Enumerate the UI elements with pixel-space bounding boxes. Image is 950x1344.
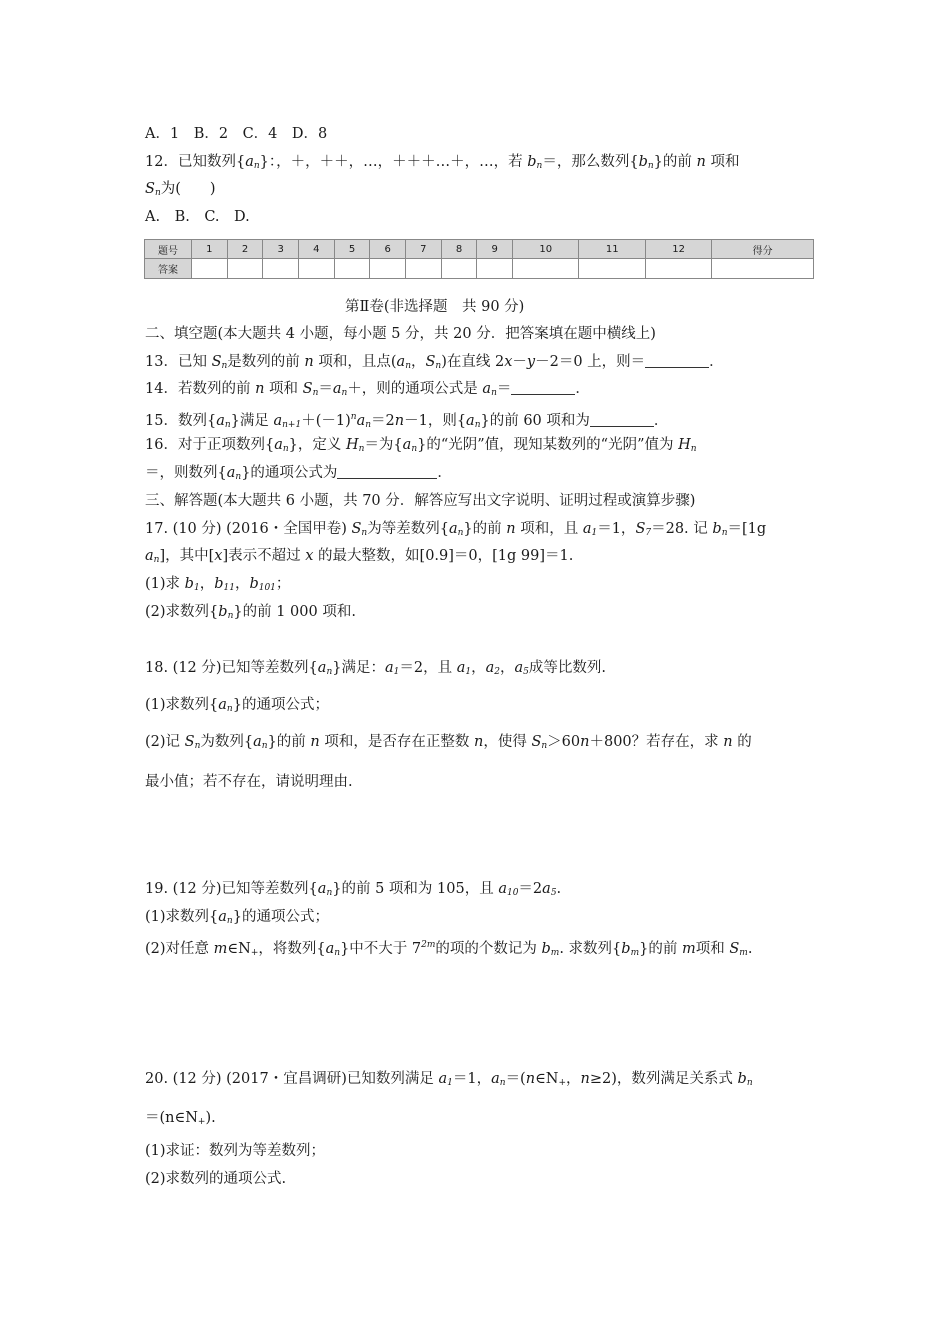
answer-table-header bbox=[145, 240, 814, 259]
score-cell[interactable] bbox=[712, 259, 814, 279]
q18-part1: (1)求数列$\{a_n\}$的通项公式； bbox=[145, 697, 329, 714]
q16-line1: 16．对于正项数列$\{a_n\}$，定义 $H_n=$为$\{a_n\}$的“光阴”值，现知某数列的“光阴”值为 $H_n$ bbox=[145, 437, 697, 454]
answer-cell[interactable] bbox=[579, 259, 645, 279]
q14: 14．若数列的前 n 项和 $S_n=a_n+$，则的通项公式是 $a_n=$ ． bbox=[145, 381, 590, 398]
question-number: 6 bbox=[370, 240, 406, 259]
answer-table-row bbox=[145, 259, 814, 279]
q12-options: A. B. C. D. bbox=[145, 209, 250, 225]
q19-line1: 19. (12 分)已知等差数列$\{a_n\}$的前 5 项和为 105，且 $a_{10}=2a_5$. bbox=[145, 881, 562, 898]
answer-cell[interactable] bbox=[192, 259, 228, 279]
answer-cell[interactable] bbox=[513, 259, 579, 279]
q13: 13．已知 $S_n$是数列的前 n 项和，且点($a_n$，$S_n$)在直线 2x－y－2＝0 上，则＝ ． bbox=[145, 354, 724, 371]
q12-line1: 12．已知数列$\{a_n\}$：，＋，＋＋，…，＋＋＋…＋，…，若 $b_n=$，那么数列$\{b_n\}$的前 n 项和 bbox=[145, 154, 740, 171]
q20-part1: (1)求证：数列为等差数列； bbox=[145, 1143, 326, 1159]
answer-cell[interactable] bbox=[370, 259, 406, 279]
answer-cell[interactable] bbox=[227, 259, 263, 279]
score-label: 得分 bbox=[712, 240, 814, 259]
q12-line2: $S_n$为( ) bbox=[145, 181, 216, 198]
q20-line1: 20. (12 分) (2017・宜昌调研)已知数列满足 $a_1=1$，$a_n=(n\in N_+$，n≥2)，数列满足关系式 $b_n$ bbox=[145, 1071, 753, 1088]
fill-blank[interactable] bbox=[511, 380, 575, 395]
part2-title: 第Ⅱ卷(非选择题 共 90 分) bbox=[345, 299, 525, 315]
q16-line2: ＝，则数列$\{a_n\}$的通项公式为 ． bbox=[145, 465, 452, 482]
q18-part2: (2)记 $S_n$为数列$\{a_n\}$的前 n 项和，是否存在正整数 n，使得 $S_n>60n+800$？若存在，求 n 的 bbox=[145, 734, 752, 751]
question-number: 1 bbox=[192, 240, 228, 259]
question-number: 4 bbox=[299, 240, 335, 259]
question-number: 3 bbox=[263, 240, 299, 259]
question-number: 2 bbox=[227, 240, 263, 259]
q19-part2: (2)对任意 $m\in N_+$，将数列$\{a_n\}$中不大于 $7^{2m}$的项的个数记为 $b_m$. 求数列$\{b_m\}$的前 m项和 $S_m$. bbox=[145, 940, 753, 958]
header-label: 题号 bbox=[145, 240, 192, 259]
answer-cell[interactable] bbox=[299, 259, 335, 279]
q17-line2: $a_n$]，其中[x]表示不超过 x 的最大整数，如[0.9]＝0，[1g 99]＝1. bbox=[145, 548, 574, 565]
question-number: 7 bbox=[406, 240, 442, 259]
answer-cell[interactable] bbox=[263, 259, 299, 279]
q11-options: A．1 B．2 C．4 D．8 bbox=[145, 126, 328, 142]
fill-blank[interactable] bbox=[337, 464, 437, 479]
fill-blank[interactable] bbox=[645, 353, 709, 368]
answer-cell[interactable] bbox=[406, 259, 442, 279]
section2-heading: 二、填空题(本大题共 4 小题，每小题 5 分，共 20 分．把答案填在题中横线上) bbox=[145, 326, 656, 342]
q18-part2-line2: 最小值；若不存在，请说明理由. bbox=[145, 774, 353, 790]
answer-cell[interactable] bbox=[477, 259, 513, 279]
q17-part2: (2)求数列$\{b_n\}$的前 1 000 项和. bbox=[145, 604, 356, 621]
question-number: 8 bbox=[441, 240, 477, 259]
q20-part2: (2)求数列的通项公式. bbox=[145, 1171, 287, 1187]
q20-line2: $=(n\in N_+)$. bbox=[145, 1110, 216, 1127]
q17-part1: (1)求 $b_1$，$b_{11}$，$b_{101}$； bbox=[145, 576, 291, 593]
section3-heading: 三、解答题(本大题共 6 小题，共 70 分．解答应写出文字说明、证明过程或演算步骤) bbox=[145, 493, 696, 509]
question-number: 12 bbox=[645, 240, 711, 259]
q15: 15．数列$\{a_n\}$满足 $a_{n+1}+(-1)^na_n=2n-1$，则$\{a_n\}$的前 60 项和为 ． bbox=[145, 412, 669, 430]
q19-part1: (1)求数列$\{a_n\}$的通项公式； bbox=[145, 909, 329, 926]
answer-label: 答案 bbox=[145, 259, 192, 279]
question-number: 5 bbox=[334, 240, 370, 259]
answer-cell[interactable] bbox=[441, 259, 477, 279]
answer-table bbox=[144, 239, 814, 279]
question-number: 10 bbox=[513, 240, 579, 259]
question-number: 11 bbox=[579, 240, 645, 259]
answer-cell[interactable] bbox=[334, 259, 370, 279]
question-number: 9 bbox=[477, 240, 513, 259]
answer-cell[interactable] bbox=[645, 259, 711, 279]
q18-line1: 18. (12 分)已知等差数列$\{a_n\}$满足：$a_1=2$，且 $a_1$，$a_2$，$a_5$成等比数列. bbox=[145, 660, 606, 677]
q17-line1: 17. (10 分) (2016・全国甲卷) $S_n$为等差数列$\{a_n\}$的前 n 项和，且 $a_1=1$，$S_7=28$. 记 $b_n=[1g$ bbox=[145, 521, 767, 538]
fill-blank[interactable] bbox=[590, 412, 654, 427]
